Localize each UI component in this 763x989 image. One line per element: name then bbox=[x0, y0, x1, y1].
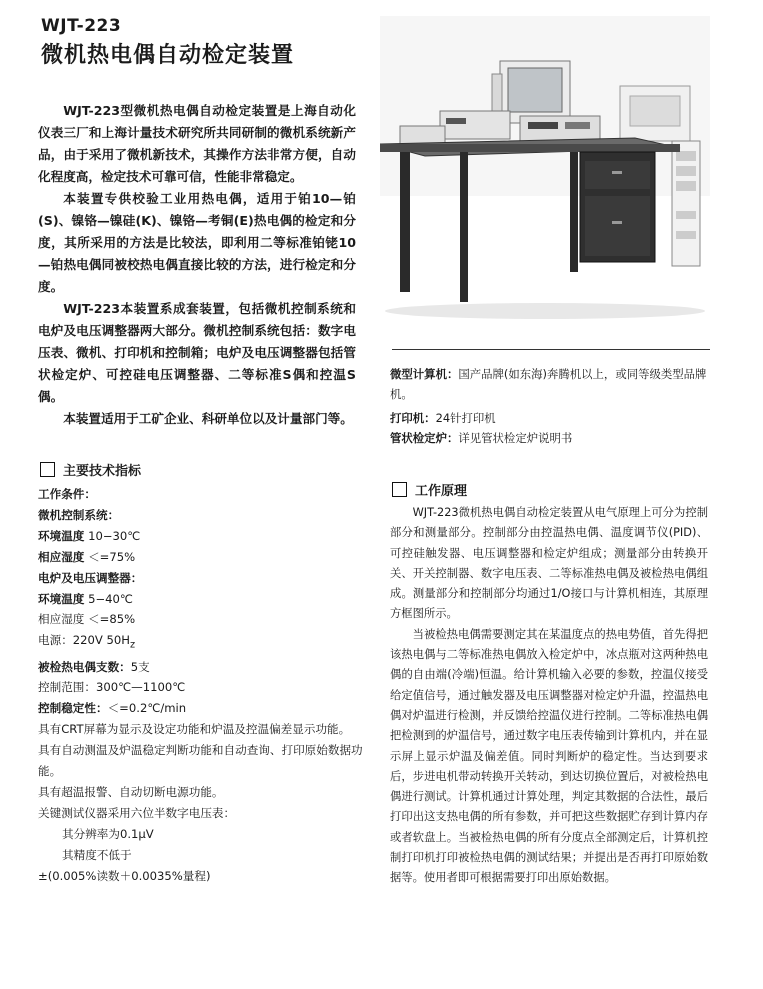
spec-stability: 控制稳定性：＜=0.2℃/min bbox=[38, 701, 187, 716]
principle-heading-text: 工作原理 bbox=[415, 484, 468, 499]
spec-control-range: 控制范围：300℃—1100℃ bbox=[38, 680, 186, 695]
spec-rel-humidity: 相应湿度 ＜=75% bbox=[38, 549, 136, 564]
principle-text bbox=[390, 503, 708, 889]
intro-paragraph-1: WJT-223型微机热电偶自动检定装置是上海自动化仪表三厂和上海计量技术研究所共同研制的微机系统新产品，由于采用了微机新技术，其操作方法非常方便，自动化程度高，检定技术可靠可信，性能非常稳定。 bbox=[38, 103, 356, 184]
divider bbox=[392, 349, 710, 350]
equip-computer: 微型计算机：国产品牌(如东海)奔腾机以上，或同等级类型品牌机。 bbox=[390, 367, 707, 401]
intro-text bbox=[38, 100, 356, 430]
specs-list bbox=[38, 484, 368, 887]
equip-furnace: 管状检定炉：详见管状检定炉说明书 bbox=[390, 431, 573, 445]
spec-thermocouple-count: 被检热电偶支数：5支 bbox=[38, 659, 150, 674]
equip-printer: 打印机：24针打印机 bbox=[390, 411, 496, 425]
spec-crt: 具有CRT屏幕为显示及设定功能和炉温及控温偏差显示功能。 bbox=[38, 722, 351, 737]
spec-dvm: 关键测试仪器采用六位半数字电压表： bbox=[38, 805, 236, 820]
spec-accuracy-value: ±(0.005%读数＋0.0035%量程) bbox=[38, 868, 211, 883]
product-photo bbox=[380, 16, 710, 324]
spec-rel-humidity-2: 相应湿度 ＜=85% bbox=[38, 612, 136, 627]
spec-resolution: 其分辨率为0.1μV bbox=[62, 826, 154, 841]
specs-heading-text: 主要技术指标 bbox=[63, 464, 142, 479]
spec-env-temp: 环境温度 10−30℃ bbox=[38, 528, 141, 543]
checkbox-square-icon bbox=[40, 462, 55, 477]
principle-heading bbox=[392, 480, 467, 499]
spec-accuracy: 其精度不低于 bbox=[62, 847, 132, 862]
product-model: WJT-223 bbox=[41, 16, 122, 36]
equipment-list bbox=[390, 364, 715, 448]
spec-alarm: 具有超温报警、自动切断电源功能。 bbox=[38, 785, 224, 799]
spec-auto: 具有自动测温及炉温稳定判断功能和自动查询、打印原始数据功能。 bbox=[38, 743, 363, 779]
principle-paragraph-2: 当被检热电偶需要测定其在某温度点的热电势值，首先得把该热电偶与二等标准热电偶放入检定炉中，冰点瓶对这两种热电偶的自由端(冷端)恒温。给计算机输入必要的参数，控温仪接受给定值信号，通过触发器及电压调整器对检定炉升温，控温热电偶对炉温进行检测，并反馈给控温仪进行控制。二等标准热电偶把检测到的炉温信号，通过数字电压表传输到计算机内，并在显示屏上显示炉温及偏差值。同时判断炉的稳定性。当达到要求后，步进电机带动转换开关转动，到达切换位置后，对被检热电偶进行测试。计算机通过计算处理，判定其数据的合法性，最后打印出这支热电偶的所有参数，并可把这些数据贮存到计算内存或者软盘上。当被检热电偶的所有分度点全部测定后，计算机控制打印机打印被检热电偶的测试结果；并提出是否再打印原始数据等。使用者即可根据需要打印出原始数据。 bbox=[390, 627, 708, 885]
spec-furnace-regulator: 电炉及电压调整器： bbox=[38, 570, 143, 585]
intro-paragraph-4: 本装置适用于工矿企业、科研单位以及计量部门等。 bbox=[63, 411, 353, 426]
principle-paragraph-1: WJT-223微机热电偶自动检定装置从电气原理上可分为控制部分和测量部分。控制部分由控温热电偶、温度调节仪(PID)、可控硅触发器、电压调整器和检定炉组成；测量部分由转换开关、开关控制器、数字电压表、二等标准热电偶及被检热电偶组成。测量部分和控制部分均通过1/O接口与计算机相连，其原理方框图所示。 bbox=[390, 506, 708, 621]
spec-power: 电源：220V $50H_z$ bbox=[38, 633, 136, 651]
spec-micro-system: 微机控制系统： bbox=[38, 507, 120, 522]
intro-paragraph-2: 本装置专供校验工业用热电偶，适用于铂10—铂(S)、镍铬—镍硅(K)、镍铬—考铜(E)热电偶的检定和分度，其所采用的方法是比较法，即利用二等标准铂铑10—铂热电偶同被校热电偶直接比较的方法，进行检定和分度。 bbox=[38, 191, 356, 294]
page-title: 微机热电偶自动检定装置 bbox=[41, 43, 295, 68]
intro-paragraph-3: WJT-223本装置系成套装置，包括微机控制系统和电炉及电压调整器两大部分。微机控制系统包括：数字电压表、微机、打印机和控制箱；电炉及电压调整器包括管状检定炉、可控硅电压调整器、二等标准S偶和控温S偶。 bbox=[38, 301, 356, 404]
spec-env-temp-2: 环境温度 5−40℃ bbox=[38, 591, 133, 606]
spec-working-conditions: 工作条件： bbox=[38, 487, 96, 501]
checkbox-square-icon bbox=[392, 482, 407, 497]
specs-heading bbox=[40, 460, 141, 479]
